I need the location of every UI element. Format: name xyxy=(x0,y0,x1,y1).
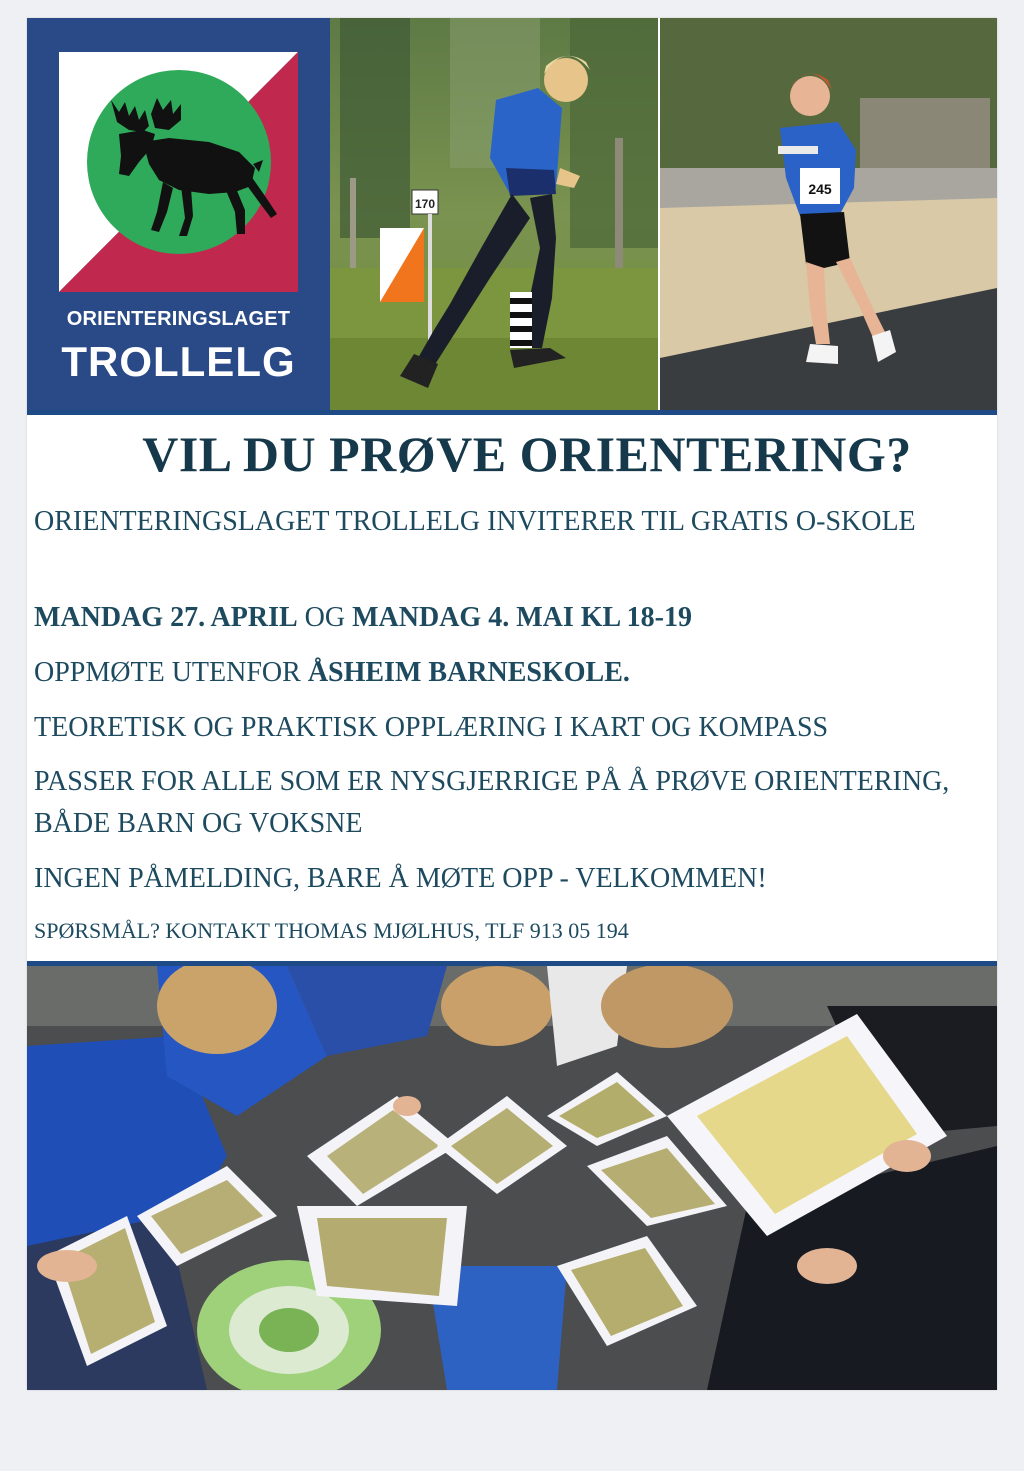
club-name-small: ORIENTERINGSLAGET xyxy=(66,308,291,330)
date-second: MANDAG 4. MAI KL 18-19 xyxy=(352,602,692,633)
contact-text: SPØRSMÅL? KONTAKT THOMAS MJØLHUS, TLF 913 05 194 xyxy=(34,918,629,943)
invite-text xyxy=(34,501,964,543)
invite-sentence: ORIENTERINGSLAGET TROLLELG INVITERER TIL GRATIS O-SKOLE xyxy=(34,506,916,537)
headline: VIL DU PRØVE ORIENTERING? xyxy=(142,426,912,482)
date-connector: OG xyxy=(297,602,353,633)
no-signup-text: INGEN PÅMELDING, BARE Å MØTE OPP - VELKOMMEN! xyxy=(34,863,767,894)
photo-group-with-maps xyxy=(27,966,997,1390)
photo-boy-runner xyxy=(330,18,658,410)
meeting-prefix: OPPMØTE UTENFOR xyxy=(34,657,308,688)
date-text xyxy=(34,597,964,639)
club-logo xyxy=(27,18,330,410)
meeting-point-text xyxy=(34,652,964,694)
info-text-area xyxy=(27,415,997,962)
audience-text: PASSER FOR ALLE SOM ER NYSGJERRIGE PÅ Å PRØVE ORIENTERING, BÅDE BARN OG VOKSNE xyxy=(34,766,950,839)
date-first: MANDAG 27. APRIL xyxy=(34,602,298,633)
orienteering-flag-emblem xyxy=(59,52,298,292)
control-number: 170 xyxy=(414,197,436,211)
photo-girl-runner xyxy=(660,18,997,410)
poster xyxy=(27,18,997,1390)
bib-number: 245 xyxy=(808,181,832,197)
club-name-big: TROLLELG xyxy=(61,338,296,385)
meeting-place: ÅSHEIM BARNESKOLE. xyxy=(307,657,630,688)
training-text: TEORETISK OG PRAKTISK OPPLÆRING I KART OG KOMPASS xyxy=(34,712,829,743)
top-banner xyxy=(27,18,997,410)
